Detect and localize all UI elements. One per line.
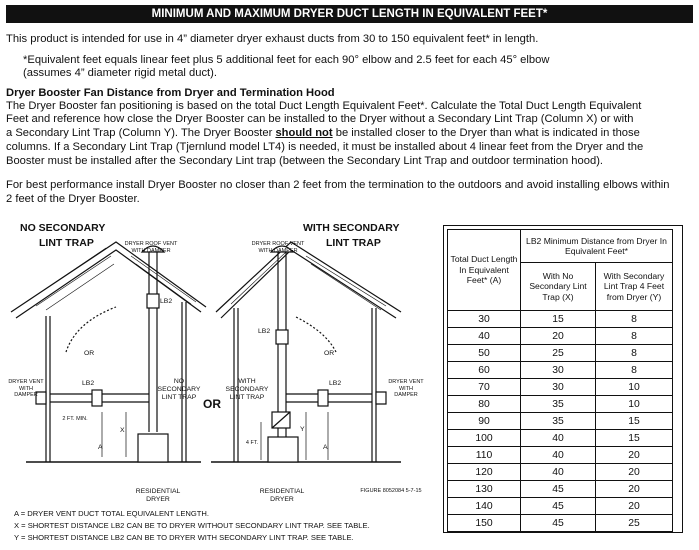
legend-y: Y = SHORTEST DISTANCE LB2 CAN BE TO DRYER WITH SECONDARY LINT TRAP. SEE TABLE.: [14, 533, 354, 542]
intro-text: This product is intended for use in 4” diameter dryer exhaust ducts from 30 to 150 equivalent feet* in length.: [6, 33, 539, 45]
cell-min-y: 20: [596, 498, 673, 515]
table-row: [448, 328, 673, 345]
four-ft-label: 4 FT.: [245, 440, 259, 446]
cell-min-x: 30: [521, 362, 596, 379]
cell-total-length: 150: [448, 515, 521, 532]
cell-min-y: 10: [596, 379, 673, 396]
left-dryer-vent-label: DRYER VENT WITH DAMPER: [8, 379, 44, 398]
body-line-3: [6, 127, 640, 141]
duct-length-table: [447, 229, 673, 532]
cell-total-length: 130: [448, 481, 521, 498]
right-dryer-vent-label: DRYER VENT WITH DAMPER: [388, 379, 424, 398]
table-row: [448, 515, 673, 532]
with-secondary-label: WITH SECONDARY LINT TRAP: [225, 378, 269, 401]
cell-total-length: 80: [448, 396, 521, 413]
table-row: [448, 430, 673, 447]
cell-min-x: 35: [521, 413, 596, 430]
body-line-5: Booster must be installed after the Secondary Lint trap (between the Secondary Lint Trap and outdoor termination hood).: [6, 155, 604, 167]
installation-diagram: [6, 222, 436, 537]
left-lb2-horizontal-label: LB2: [82, 380, 95, 387]
left-a-label: A: [98, 444, 103, 451]
cell-min-y: 8: [596, 311, 673, 328]
col-header-group: LB2 Minimum Distance from Dryer In Equivalent Feet*: [521, 230, 673, 263]
cell-min-y: 8: [596, 362, 673, 379]
table-row: [448, 498, 673, 515]
cell-min-x: 40: [521, 430, 596, 447]
left-residential-dryer-label: RESIDENTIAL DRYER: [135, 488, 181, 503]
cell-min-y: 20: [596, 447, 673, 464]
page-header: MINIMUM AND MAXIMUM DRYER DUCT LENGTH IN EQUIVALENT FEET*: [6, 5, 693, 23]
cell-min-x: 45: [521, 515, 596, 532]
right-residential-dryer-label: RESIDENTIAL DRYER: [259, 488, 305, 503]
cell-min-x: 15: [521, 311, 596, 328]
cell-total-length: 40: [448, 328, 521, 345]
cell-total-length: 100: [448, 430, 521, 447]
cell-total-length: 50: [448, 345, 521, 362]
best-performance-line-1: For best performance install Dryer Booster no closer than 2 feet from the termination to the outdoors and avoid installing elbows within: [6, 179, 670, 191]
best-performance-line-2: 2 feet of the Dryer Booster.: [6, 193, 140, 205]
left-title-2: LINT TRAP: [39, 237, 94, 249]
cell-min-y: 20: [596, 481, 673, 498]
should-not-emphasis: should not: [275, 127, 333, 139]
right-a-label: A: [323, 444, 328, 451]
two-ft-min-label: 2 FT. MIN.: [62, 416, 88, 422]
right-roof-vent-label: DRYER ROOF VENT WITH DAMPER: [251, 241, 305, 254]
section-title: Dryer Booster Fan Distance from Dryer and Termination Hood: [6, 87, 335, 99]
body-line-3a: a Secondary Lint Trap (Column Y). The Dryer Booster: [6, 127, 276, 139]
cell-total-length: 90: [448, 413, 521, 430]
col-header-y: With Secondary Lint Trap 4 Feet from Dryer (Y): [596, 263, 673, 311]
right-lb2-label: LB2: [258, 328, 271, 335]
legend-a: A = DRYER VENT DUCT TOTAL EQUIVALENT LENGTH.: [14, 509, 210, 518]
right-lb2-horizontal-label: LB2: [329, 380, 342, 387]
cell-min-y: 20: [596, 464, 673, 481]
cell-total-length: 70: [448, 379, 521, 396]
cell-min-x: 30: [521, 379, 596, 396]
house-diagram-svg: [6, 222, 436, 512]
center-or-label: OR: [203, 397, 221, 411]
diagram-legend: [14, 508, 370, 544]
cell-total-length: 60: [448, 362, 521, 379]
col-header-total: Total Duct Length In Equivalent Feet* (A): [448, 230, 521, 311]
cell-total-length: 30: [448, 311, 521, 328]
table-row: [448, 345, 673, 362]
cell-total-length: 120: [448, 464, 521, 481]
cell-min-y: 8: [596, 345, 673, 362]
cell-min-x: 40: [521, 464, 596, 481]
cell-min-x: 35: [521, 396, 596, 413]
cell-min-x: 25: [521, 345, 596, 362]
left-or-label: OR: [84, 350, 95, 357]
footnote-line-2: (assumes 4” diameter rigid metal duct).: [23, 67, 217, 79]
legend-x: X = SHORTEST DISTANCE LB2 CAN BE TO DRYER WITHOUT SECONDARY LINT TRAP. SEE TABLE.: [14, 521, 370, 530]
cell-min-y: 15: [596, 430, 673, 447]
body-line-1: The Dryer Booster fan positioning is based on the total Duct Length Equivalent Feet*. Calculate the Total Duct Length Equivalent: [6, 100, 642, 112]
cell-min-y: 15: [596, 413, 673, 430]
table-body: [448, 311, 673, 532]
body-line-3c: be installed closer to the Dryer than what is indicated in those: [332, 127, 640, 139]
table-row: [448, 413, 673, 430]
cell-min-x: 45: [521, 481, 596, 498]
right-title-1: WITH SECONDARY: [303, 222, 400, 234]
table-row: [448, 396, 673, 413]
cell-min-y: 25: [596, 515, 673, 532]
cell-min-x: 40: [521, 447, 596, 464]
table-row: [448, 311, 673, 328]
cell-min-y: 10: [596, 396, 673, 413]
cell-min-y: 8: [596, 328, 673, 345]
table-row: [448, 379, 673, 396]
col-header-x: With No Secondary Lint Trap (X): [521, 263, 596, 311]
table-row: [448, 464, 673, 481]
body-line-4: columns. If a Secondary Lint Trap (Tjernlund model LT4) is needed, it must be installed about 4 linear feet from the Dryer and the: [6, 141, 644, 153]
left-lb2-label: LB2: [160, 298, 173, 305]
cell-total-length: 110: [448, 447, 521, 464]
table-row: [448, 362, 673, 379]
table-row: [448, 481, 673, 498]
left-title-1: NO SECONDARY: [20, 222, 106, 234]
cell-min-x: 20: [521, 328, 596, 345]
figure-number: FIGURE 8052084 5-7-15: [360, 488, 422, 494]
body-line-2: Feet and reference how close the Dryer Booster can be installed to the Dryer without a Secondary Lint Trap (Column X) or with: [6, 113, 634, 125]
cell-min-x: 45: [521, 498, 596, 515]
footnote-line-1: *Equivalent feet equals linear feet plus 5 additional feet for each 90° elbow and 2.5 feet for each 45° elbow: [23, 54, 550, 66]
right-or-label: OR: [324, 350, 335, 357]
x-label: X: [120, 427, 125, 434]
cell-total-length: 140: [448, 498, 521, 515]
y-label: Y: [300, 426, 305, 433]
right-title-2: LINT TRAP: [326, 237, 381, 249]
no-secondary-label: NO SECONDARY LINT TRAP: [157, 378, 201, 401]
table-row: [448, 447, 673, 464]
left-roof-vent-label: DRYER ROOF VENT WITH DAMPER: [124, 241, 178, 254]
